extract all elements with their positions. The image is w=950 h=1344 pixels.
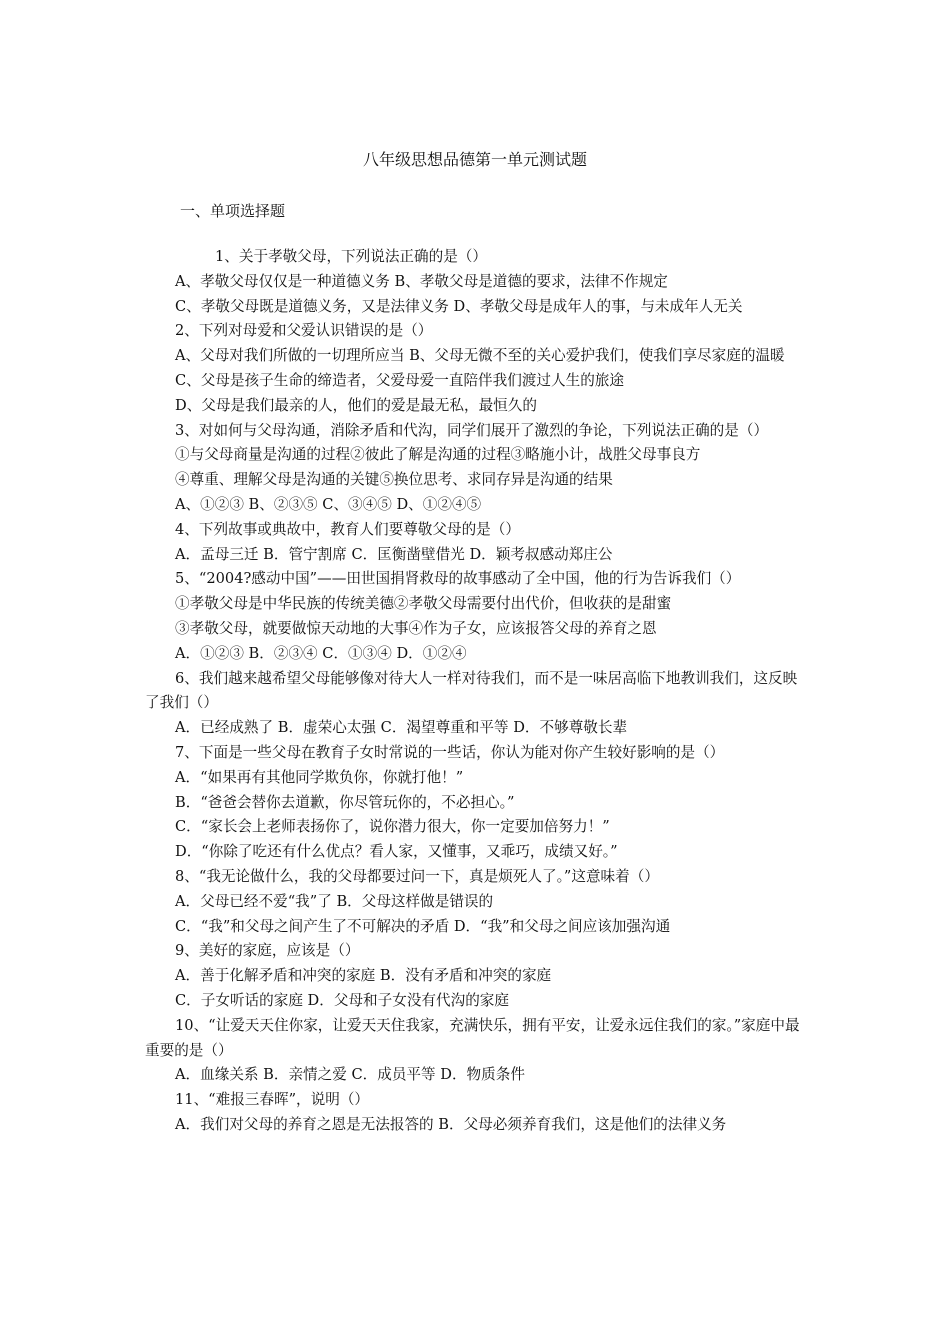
- option-line: A、父母对我们所做的一切理所应当 B、父母无微不至的关心爱护我们，使我们享尽家庭的温暖: [175, 347, 785, 365]
- statement-line: ④尊重、理解父母是沟通的关键⑤换位思考、求同存异是沟通的结果: [175, 471, 613, 489]
- question-body: [145, 245, 810, 1138]
- option-line: A、孝敬父母仅仅是一种道德义务 B、孝敬父母是道德的要求，法律不作规定: [175, 272, 668, 290]
- option-line: C、父母是孩子生命的缔造者，父爱母爱一直陪伴我们渡过人生的旅途: [175, 371, 624, 389]
- section-heading: 一、单项选择题: [180, 202, 286, 220]
- option-line: A、①②③ B、②③⑤ C、③④⑤ D、①②④⑤: [175, 495, 482, 513]
- option-line: C、孝敬父母既是道德义务，又是法律义务 D、孝敬父母是成年人的事，与未成年人无关: [175, 297, 743, 315]
- question-6: 6、我们越来越希望父母能够像对待大人一样对待我们，而不是一味居高临下地教训我们，这反映了我们（）: [145, 669, 798, 712]
- option-line: C．“家长会上老师表扬你了，说你潜力很大，你一定要加倍努力！”: [175, 818, 610, 836]
- option-line: C．“我”和父母之间产生了不可解决的矛盾 D．“我”和父母之间应该加强沟通: [175, 917, 671, 935]
- option-line: A．父母已经不爱“我”了 B．父母这样做是错误的: [175, 892, 494, 910]
- option-line: A．血缘关系 B．亲情之爱 C．成员平等 D．物质条件: [175, 1066, 525, 1084]
- question-1: 1、关于孝敬父母，下列说法正确的是（）: [215, 248, 487, 265]
- question-5: 5、“2004?感动中国”——田世国捐肾救母的故事感动了全中国，他的行为告诉我们（）: [175, 570, 741, 588]
- statement-line: ③孝敬父母，就要做惊天动地的大事④作为子女，应该报答父母的养育之恩: [175, 619, 657, 637]
- question-11: 11、“难报三春晖”，说明（）: [175, 1091, 370, 1109]
- page-title: 八年级思想品德第一单元测试题: [362, 150, 587, 169]
- option-line: A．孟母三迁 B．管宁割席 C．匡衡凿壁借光 D．颖考叔感动郑庄公: [175, 545, 613, 563]
- question-8: 8、“我无论做什么，我的父母都要过问一下，真是烦死人了。”这意味着（）: [175, 867, 659, 885]
- question-10: 10、“让爱天天住你家，让爱天天住我家，充满快乐，拥有平安，让爱永远住我们的家。”家庭中最重要的是（）: [145, 1016, 800, 1059]
- option-line: C．子女听话的家庭 D．父母和子女没有代沟的家庭: [175, 991, 509, 1009]
- option-line: A．我们对父母的养育之恩是无法报答的 B．父母必须养育我们，这是他们的法律义务: [175, 1115, 727, 1133]
- option-line: D、父母是我们最亲的人，他们的爱是最无私，最恒久的: [175, 396, 537, 414]
- option-line: A．“如果再有其他同学欺负你，你就打他！”: [175, 768, 464, 786]
- question-4: 4、下列故事或典故中，教育人们要尊敬父母的是（）: [175, 520, 520, 538]
- option-line: A．①②③ B．②③④ C．①③④ D．①②④: [175, 644, 467, 662]
- option-line: A．已经成熟了 B．虚荣心太强 C．渴望尊重和平等 D．不够尊敬长辈: [175, 719, 628, 737]
- question-3: 3、对如何与父母沟通，消除矛盾和代沟，同学们展开了激烈的争论，下列说法正确的是（）: [175, 421, 769, 439]
- option-line: D．“你除了吃还有什么优点？看人家，又懂事，又乖巧，成绩又好。”: [175, 843, 618, 861]
- option-line: A．善于化解矛盾和冲突的家庭 B．没有矛盾和冲突的家庭: [175, 967, 552, 985]
- option-line: B．“爸爸会替你去道歉，你尽管玩你的，不必担心。”: [175, 793, 515, 811]
- question-2: 2、下列对母爱和父爱认识错误的是（）: [175, 322, 433, 340]
- question-7: 7、下面是一些父母在教育子女时常说的一些话，你认为能对你产生较好影响的是（）: [175, 743, 725, 761]
- statement-line: ①孝敬父母是中华民族的传统美德②孝敬父母需要付出代价，但收获的是甜蜜: [175, 595, 672, 613]
- question-9: 9、美好的家庭，应该是（）: [175, 942, 360, 960]
- statement-line: ①与父母商量是沟通的过程②彼此了解是沟通的过程③略施小计，战胜父母事良方: [175, 446, 701, 464]
